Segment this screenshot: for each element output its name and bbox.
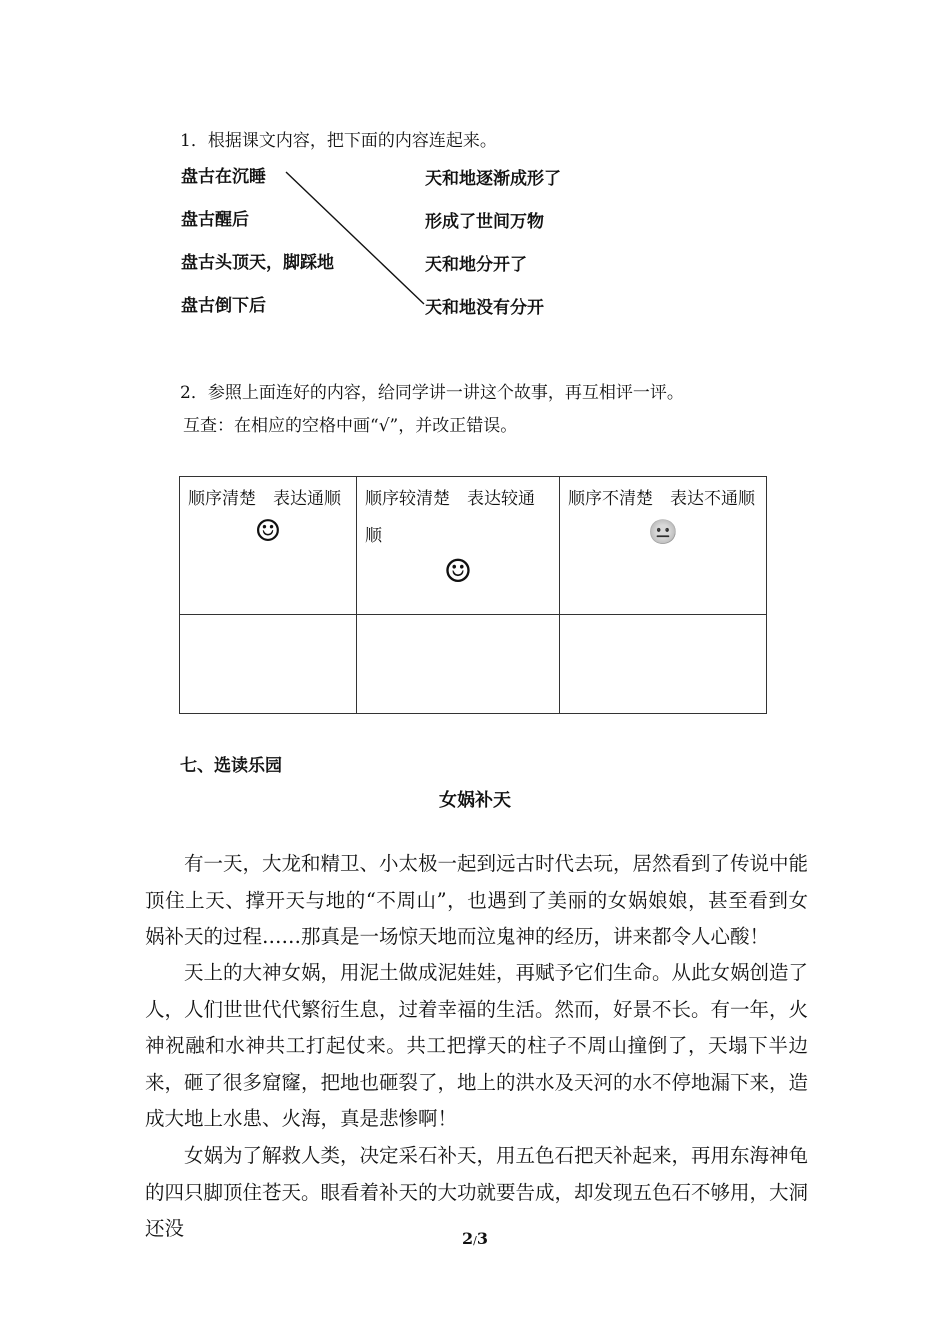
page-current: 2: [462, 1229, 474, 1248]
eval-header-cell: [357, 477, 560, 615]
story-paragraph: 有一天，大龙和精卫、小太极一起到远古时代去玩，居然看到了传说中能顶住上天、撑开天与地的“不周山”，也遇到了美丽的女娲娘娘，甚至看到女娲补天的过程……那真是一场惊天地而泣鬼神的经历，讲来都令人心酸！: [145, 852, 809, 948]
right-item: 形成了世间万物: [425, 212, 544, 232]
right-item: 天和地分开了: [425, 255, 527, 275]
right-item: 天和地逐渐成形了: [425, 169, 561, 189]
page-separator: /: [473, 1234, 477, 1247]
eval-blank-cell[interactable]: [180, 614, 357, 713]
story-title: 女娲补天: [439, 790, 511, 811]
right-item: 天和地没有分开: [425, 298, 544, 318]
eval-blank-cell[interactable]: [357, 614, 560, 713]
eval-header-cell: [180, 477, 357, 615]
left-item: 盘古在沉睡: [181, 167, 266, 187]
page-total: 3: [476, 1229, 488, 1248]
evaluation-table: [179, 476, 767, 714]
eval-header-cell: [560, 477, 767, 615]
question-1: 1．根据课文内容，把下面的内容连起来。: [180, 131, 497, 151]
eval-header-text: 顺序清楚 表达通顺: [188, 489, 341, 509]
smiley-icon: ☺: [443, 552, 473, 590]
smiley-icon: ☺: [254, 514, 282, 549]
connecting-line: [0, 0, 950, 400]
question-2: 2．参照上面连好的内容，给同学讲一讲这个故事，再互相评一评。: [180, 383, 684, 403]
story-paragraph: 女娲为了解救人类，决定采石补天，用五色石把天补起来，再用东海神龟的四只脚顶住苍天。眼看着补天的大功就要告成，却发现五色石不够用，大洞还没: [145, 1144, 809, 1240]
left-item: 盘古头顶天，脚踩地: [181, 253, 334, 273]
story-paragraph: 天上的大神女娲，用泥土做成泥娃娃，再赋予它们生命。从此女娲创造了人，人们世世代代繁衍生息，过着幸福的生活。然而，好景不长。有一年，火神祝融和水神共工打起仗来。共工把撑天的柱子不周山撞倒了，天塌下半边来，砸了很多窟窿，把地也砸裂了，地上的洪水及天河的水不停地漏下来，造成大地上水患、火海，真是悲惨啊！: [145, 961, 809, 1130]
section-heading: 七、选读乐园: [180, 756, 282, 776]
left-item: 盘古醒后: [181, 210, 249, 230]
neutral-face-icon: 😐: [648, 518, 678, 546]
eval-blank-cell[interactable]: [560, 614, 767, 713]
question-2-note: 互查：在相应的空格中画“√”，并改正错误。: [183, 416, 518, 436]
page-number: [0, 1229, 950, 1248]
eval-header-text: 顺序较清楚 表达较通顺: [365, 489, 535, 546]
left-item: 盘古倒下后: [181, 296, 266, 316]
eval-header-text: 顺序不清楚 表达不通顺: [568, 489, 755, 509]
